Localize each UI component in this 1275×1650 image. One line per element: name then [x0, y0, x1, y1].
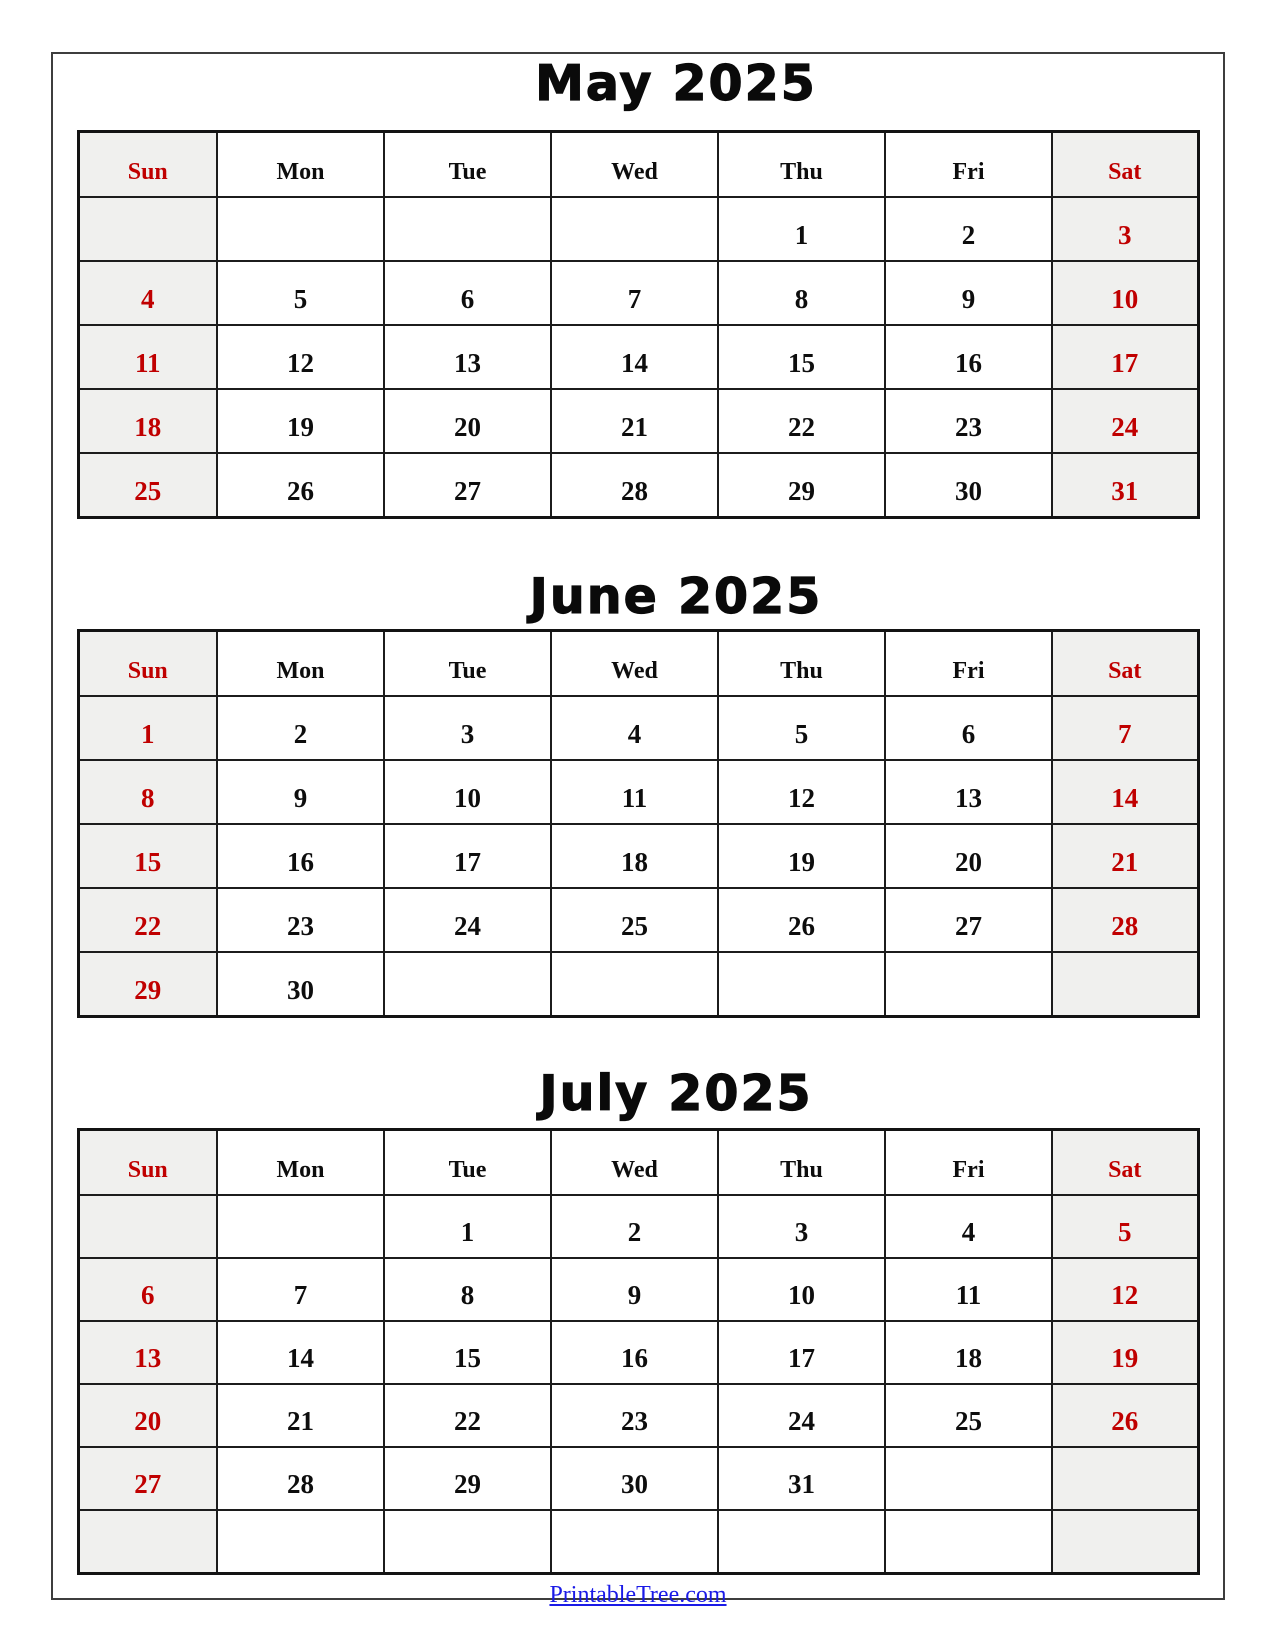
day-cell: 10	[384, 760, 551, 824]
day-cell: 18	[885, 1321, 1052, 1384]
day-cell	[78, 1195, 217, 1258]
day-cell: 11	[78, 325, 217, 389]
day-cell: 27	[384, 453, 551, 518]
day-cell	[217, 1510, 384, 1574]
calendar-title-june: June 2025	[529, 568, 823, 625]
day-cell: 15	[78, 824, 217, 888]
day-cell: 13	[78, 1321, 217, 1384]
day-cell: 30	[551, 1447, 718, 1510]
day-cell: 9	[885, 261, 1052, 325]
weekday-header-sun: Sun	[78, 631, 217, 697]
day-cell: 20	[384, 389, 551, 453]
day-cell	[384, 952, 551, 1017]
day-cell	[551, 952, 718, 1017]
day-cell: 31	[718, 1447, 885, 1510]
day-cell: 4	[885, 1195, 1052, 1258]
day-cell: 30	[217, 952, 384, 1017]
weekday-header-sat: Sat	[1052, 1130, 1198, 1196]
may-calendar-table	[77, 130, 1200, 519]
week-row	[78, 261, 1198, 325]
week-row	[78, 696, 1198, 760]
day-cell	[551, 197, 718, 261]
day-cell: 21	[217, 1384, 384, 1447]
day-cell: 2	[551, 1195, 718, 1258]
week-row	[78, 1195, 1198, 1258]
day-cell: 17	[384, 824, 551, 888]
weekday-header-wed: Wed	[551, 631, 718, 697]
week-row	[78, 389, 1198, 453]
day-cell: 1	[718, 197, 885, 261]
day-cell: 28	[551, 453, 718, 518]
day-cell: 23	[885, 389, 1052, 453]
day-cell: 14	[217, 1321, 384, 1384]
weekday-header-sun: Sun	[78, 132, 217, 198]
week-row	[78, 325, 1198, 389]
weekday-header-thu: Thu	[718, 631, 885, 697]
weekday-header-fri: Fri	[885, 631, 1052, 697]
day-cell	[718, 952, 885, 1017]
day-cell: 28	[1052, 888, 1198, 952]
day-cell: 29	[718, 453, 885, 518]
june-calendar-table	[77, 629, 1200, 1018]
day-cell: 1	[78, 696, 217, 760]
week-row	[78, 888, 1198, 952]
day-cell: 3	[384, 696, 551, 760]
week-row	[78, 952, 1198, 1017]
weekday-header-tue: Tue	[384, 132, 551, 198]
calendar-title-july: July 2025	[539, 1065, 813, 1122]
day-cell: 9	[551, 1258, 718, 1321]
day-cell: 22	[384, 1384, 551, 1447]
page-frame	[51, 52, 1225, 1608]
day-cell: 30	[885, 453, 1052, 518]
day-cell: 15	[718, 325, 885, 389]
day-cell: 12	[217, 325, 384, 389]
day-cell: 8	[718, 261, 885, 325]
weekday-header-tue: Tue	[384, 1130, 551, 1196]
day-cell: 26	[1052, 1384, 1198, 1447]
weekday-header-wed: Wed	[551, 1130, 718, 1196]
day-cell	[885, 952, 1052, 1017]
week-row	[78, 1447, 1198, 1510]
weekday-header-mon: Mon	[217, 1130, 384, 1196]
weekday-header-fri: Fri	[885, 1130, 1052, 1196]
day-cell	[1052, 1447, 1198, 1510]
week-row	[78, 1258, 1198, 1321]
weekday-header-fri: Fri	[885, 132, 1052, 198]
weekday-header-thu: Thu	[718, 132, 885, 198]
day-cell: 18	[551, 824, 718, 888]
day-cell: 3	[1052, 197, 1198, 261]
day-cell: 7	[551, 261, 718, 325]
day-cell	[1052, 952, 1198, 1017]
day-cell	[217, 197, 384, 261]
day-cell: 1	[384, 1195, 551, 1258]
day-cell: 20	[885, 824, 1052, 888]
day-cell: 6	[384, 261, 551, 325]
day-cell: 14	[551, 325, 718, 389]
day-cell: 11	[551, 760, 718, 824]
day-cell: 8	[384, 1258, 551, 1321]
week-row	[78, 1321, 1198, 1384]
day-cell: 16	[551, 1321, 718, 1384]
day-cell: 5	[1052, 1195, 1198, 1258]
day-cell: 12	[718, 760, 885, 824]
day-cell: 12	[1052, 1258, 1198, 1321]
day-cell: 20	[78, 1384, 217, 1447]
day-cell: 2	[217, 696, 384, 760]
printabletree-link[interactable]: PrintableTree.com	[549, 1582, 727, 1608]
day-cell: 19	[217, 389, 384, 453]
day-cell	[718, 1510, 885, 1574]
day-cell: 24	[1052, 389, 1198, 453]
day-cell: 5	[718, 696, 885, 760]
day-cell: 9	[217, 760, 384, 824]
weekday-header-row	[78, 132, 1198, 198]
day-cell: 5	[217, 261, 384, 325]
day-cell: 31	[1052, 453, 1198, 518]
day-cell: 25	[551, 888, 718, 952]
week-row	[78, 1510, 1198, 1574]
day-cell: 14	[1052, 760, 1198, 824]
day-cell: 7	[217, 1258, 384, 1321]
day-cell: 17	[718, 1321, 885, 1384]
day-cell	[384, 1510, 551, 1574]
weekday-header-mon: Mon	[217, 631, 384, 697]
day-cell: 19	[718, 824, 885, 888]
day-cell	[885, 1447, 1052, 1510]
day-cell: 16	[885, 325, 1052, 389]
week-row	[78, 760, 1198, 824]
weekday-header-row	[78, 1130, 1198, 1196]
day-cell: 29	[384, 1447, 551, 1510]
day-cell: 6	[78, 1258, 217, 1321]
day-cell	[885, 1510, 1052, 1574]
week-row	[78, 453, 1198, 518]
day-cell	[384, 197, 551, 261]
weekday-header-thu: Thu	[718, 1130, 885, 1196]
weekday-header-mon: Mon	[217, 132, 384, 198]
day-cell: 23	[551, 1384, 718, 1447]
day-cell: 24	[718, 1384, 885, 1447]
footer	[53, 1582, 1223, 1609]
day-cell: 21	[551, 389, 718, 453]
day-cell: 11	[885, 1258, 1052, 1321]
day-cell: 26	[217, 453, 384, 518]
day-cell: 10	[718, 1258, 885, 1321]
weekday-header-sat: Sat	[1052, 631, 1198, 697]
day-cell: 3	[718, 1195, 885, 1258]
day-cell	[78, 1510, 217, 1574]
day-cell: 13	[384, 325, 551, 389]
day-cell: 4	[551, 696, 718, 760]
day-cell: 21	[1052, 824, 1198, 888]
day-cell: 19	[1052, 1321, 1198, 1384]
day-cell: 24	[384, 888, 551, 952]
day-cell: 2	[885, 197, 1052, 261]
day-cell	[551, 1510, 718, 1574]
day-cell: 10	[1052, 261, 1198, 325]
weekday-header-tue: Tue	[384, 631, 551, 697]
day-cell: 27	[885, 888, 1052, 952]
day-cell: 22	[78, 888, 217, 952]
day-cell: 16	[217, 824, 384, 888]
day-cell	[78, 197, 217, 261]
day-cell: 17	[1052, 325, 1198, 389]
day-cell: 4	[78, 261, 217, 325]
day-cell: 7	[1052, 696, 1198, 760]
day-cell: 18	[78, 389, 217, 453]
day-cell: 22	[718, 389, 885, 453]
day-cell: 8	[78, 760, 217, 824]
day-cell: 26	[718, 888, 885, 952]
weekday-header-row	[78, 631, 1198, 697]
july-calendar-table	[77, 1128, 1200, 1575]
day-cell: 29	[78, 952, 217, 1017]
weekday-header-sat: Sat	[1052, 132, 1198, 198]
week-row	[78, 824, 1198, 888]
day-cell	[1052, 1510, 1198, 1574]
week-row	[78, 1384, 1198, 1447]
day-cell: 28	[217, 1447, 384, 1510]
day-cell: 15	[384, 1321, 551, 1384]
day-cell: 13	[885, 760, 1052, 824]
day-cell: 6	[885, 696, 1052, 760]
calendar-title-may: May 2025	[535, 55, 817, 112]
day-cell	[217, 1195, 384, 1258]
week-row	[78, 197, 1198, 261]
day-cell: 25	[78, 453, 217, 518]
day-cell: 25	[885, 1384, 1052, 1447]
weekday-header-wed: Wed	[551, 132, 718, 198]
day-cell: 27	[78, 1447, 217, 1510]
weekday-header-sun: Sun	[78, 1130, 217, 1196]
day-cell: 23	[217, 888, 384, 952]
